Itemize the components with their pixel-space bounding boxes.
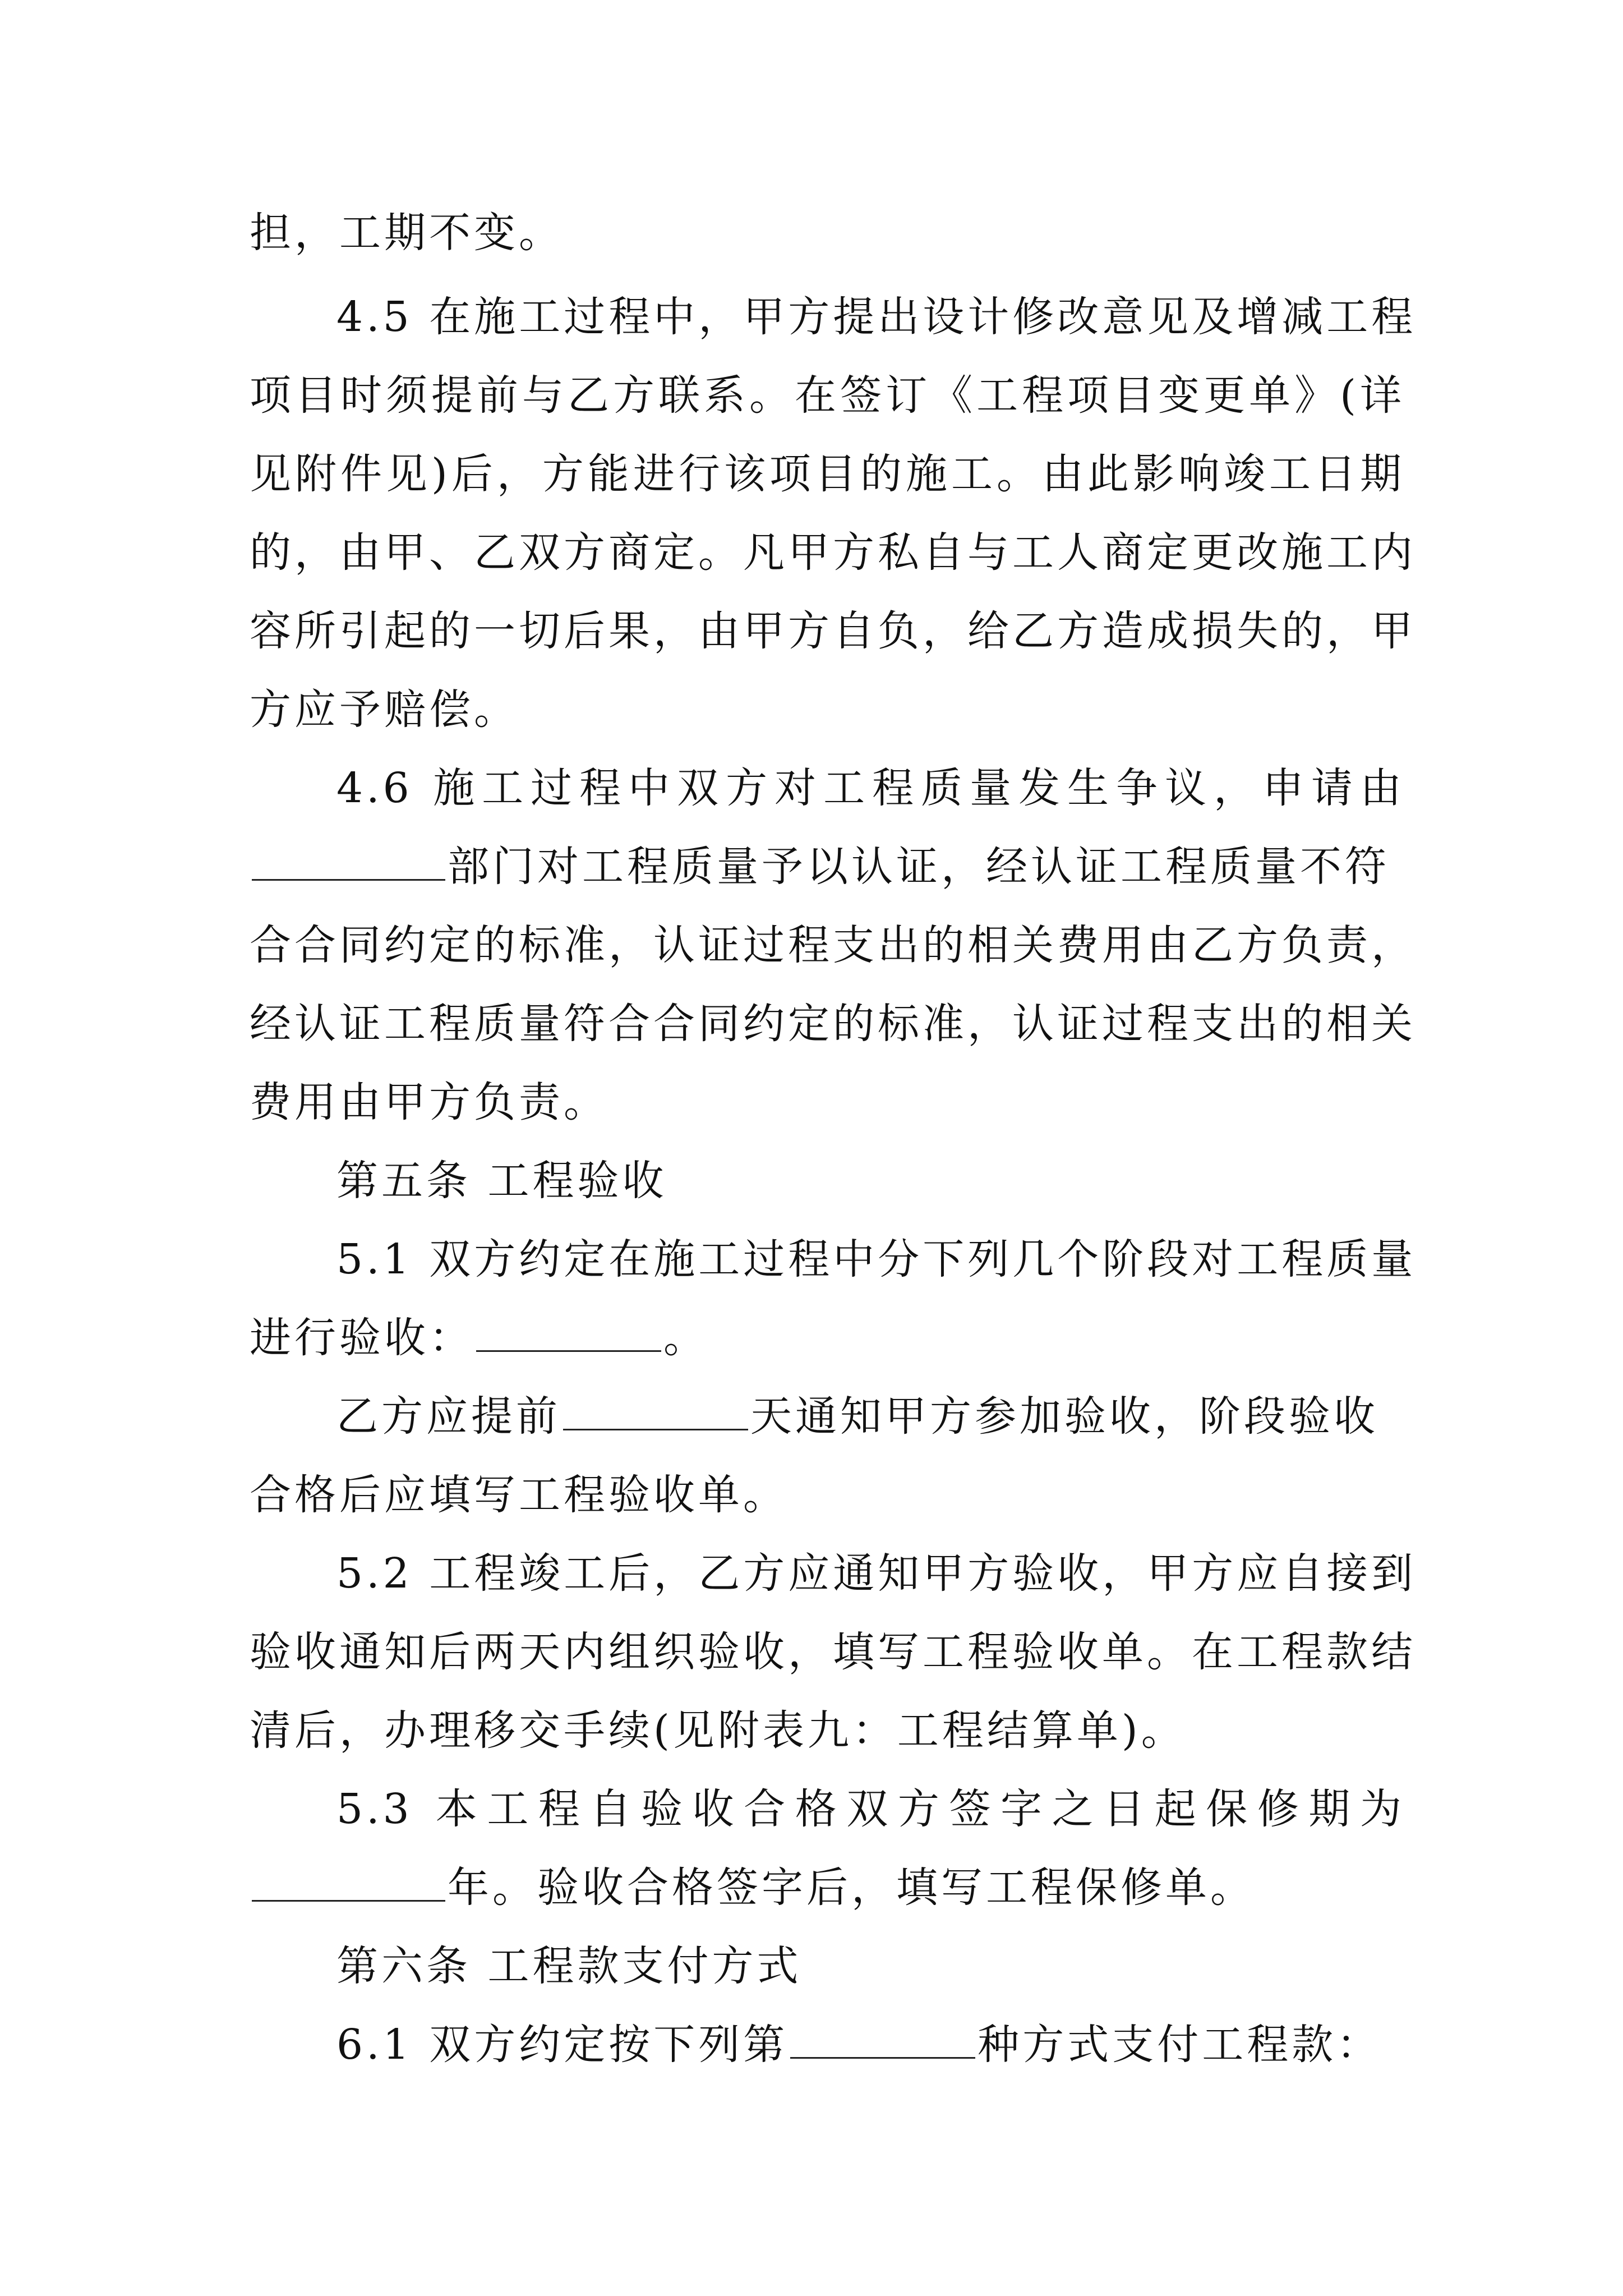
paragraph-line	[250, 1074, 1405, 1130]
paragraph-line	[250, 996, 1416, 1052]
clause-5-3-line	[336, 1781, 1405, 1837]
clause-6-1-line	[336, 2017, 1405, 2073]
line-text: 合合同约定的标准，认证过程支出的相关费用由乙方负责，	[250, 921, 1416, 969]
paragraph-line	[250, 1624, 1416, 1680]
heading-text: 第五条 工程验收	[336, 1157, 667, 1205]
heading-text: 第六条 工程款支付方式	[336, 1942, 802, 1990]
paragraph-line	[250, 682, 1405, 738]
line-text: 方应予赔偿。	[250, 685, 519, 734]
paragraph-line	[336, 1388, 1405, 1444]
section-heading-article-5	[336, 1153, 1405, 1209]
paragraph-line	[250, 839, 1405, 895]
line-text: 验收通知后两天内组织验收，填写工程验收单。在工程款结	[250, 1628, 1416, 1676]
line-text: 乙方应提前	[336, 1392, 561, 1441]
line-text: 5.2 工程竣工后，乙方应通知甲方验收，甲方应自接到	[336, 1549, 1417, 1598]
fill-in-blank[interactable]	[563, 1389, 748, 1430]
paragraph-line	[250, 1467, 1405, 1523]
clause-4-5-line	[336, 289, 1417, 345]
paragraph-line	[250, 446, 1405, 502]
section-heading-article-6	[336, 1938, 1405, 1994]
paragraph-line	[250, 1310, 1405, 1366]
line-text: 年。验收合格签字后，填写工程保修单。	[448, 1864, 1255, 1912]
line-text: 种方式支付工程款：	[978, 2021, 1382, 2069]
line-text: 担，工期不变。	[250, 209, 564, 257]
fill-in-blank[interactable]	[252, 1861, 445, 1902]
line-text: 容所引起的一切后果，由甲方自负，给乙方造成损失的，甲	[250, 607, 1416, 655]
line-text: 经认证工程质量符合合同约定的标准，认证过程支出的相关	[250, 1000, 1416, 1048]
line-text: 见附件见)后，方能进行该项目的施工。由此影响竣工日期	[250, 450, 1405, 498]
line-text: 费用由甲方负责。	[250, 1078, 608, 1126]
line-text: 4.6 施工过程中双方对工程质量发生争议，申请由	[336, 764, 1405, 812]
fill-in-blank[interactable]	[252, 840, 445, 881]
paragraph-line	[250, 1860, 1405, 1916]
line-text: 6.1 双方约定按下列第	[336, 2021, 789, 2069]
line-text: 合格后应填写工程验收单。	[250, 1471, 788, 1519]
line-text: 。	[663, 1314, 708, 1362]
clause-5-1-line	[336, 1231, 1417, 1287]
paragraph-line	[250, 917, 1416, 973]
line-text: 项目时须提前与乙方联系。在签订《工程项目变更单》(详	[250, 371, 1405, 420]
line-text: 部门对工程质量予以认证，经认证工程质量不符	[448, 843, 1390, 891]
paragraph-line	[250, 205, 1405, 261]
line-text: 5.3 本工程自验收合格双方签字之日起保修期为	[336, 1785, 1405, 1833]
fill-in-blank[interactable]	[476, 1311, 661, 1352]
fill-in-blank[interactable]	[790, 2018, 975, 2059]
line-text: 天通知甲方参加验收，阶段验收	[750, 1392, 1378, 1441]
clause-5-2-line	[336, 1545, 1417, 1602]
line-text: 5.1 双方约定在施工过程中分下列几个阶段对工程质量	[336, 1235, 1417, 1283]
paragraph-line	[250, 1703, 1405, 1759]
paragraph-line	[250, 524, 1416, 581]
line-text: 清后，办理移交手续(见附表九：工程结算单)。	[250, 1706, 1186, 1755]
paragraph-line	[250, 367, 1405, 424]
clause-4-6-line	[336, 760, 1405, 816]
line-text: 的，由甲、乙双方商定。凡甲方私自与工人商定更改施工内	[250, 528, 1416, 577]
line-text: 进行验收：	[250, 1314, 474, 1362]
paragraph-line	[250, 603, 1416, 659]
line-text: 4.5 在施工过程中，甲方提出设计修改意见及增减工程	[336, 293, 1417, 341]
